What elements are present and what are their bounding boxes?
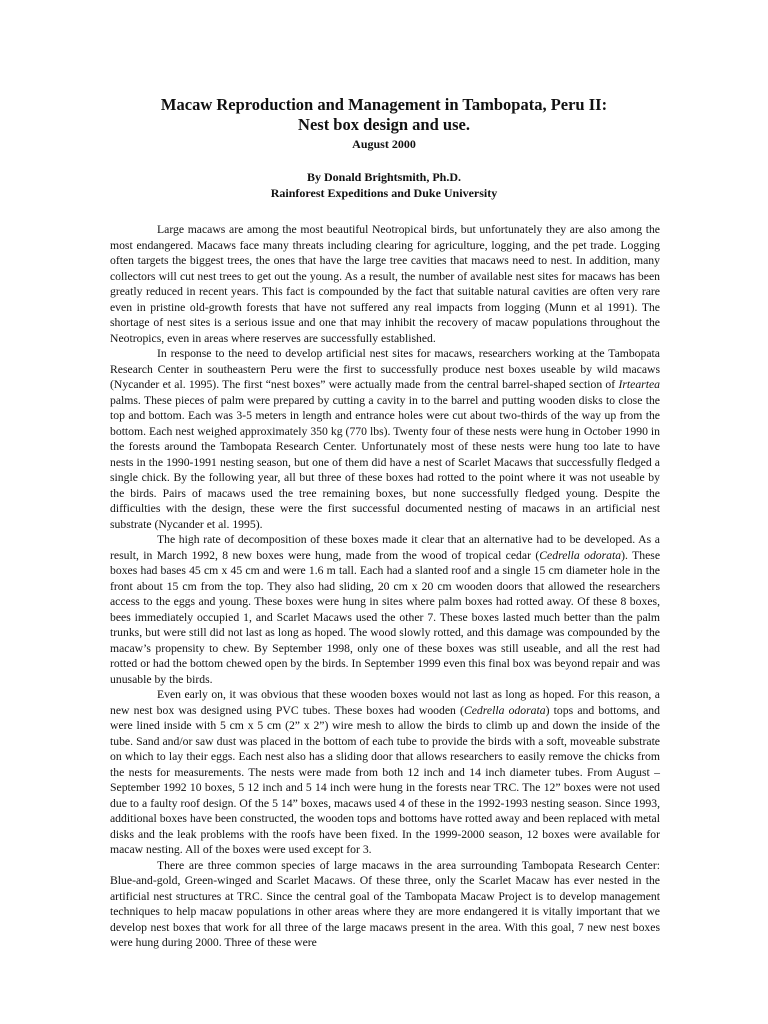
document-header bbox=[90, 95, 678, 201]
paragraph-4-text-a: Even early on, it was obvious that these wooden boxes would not last as long as hoped. For this reason, a new nest box was designed using PVC tubes. These boxes had wooden ( bbox=[110, 688, 660, 717]
byline bbox=[90, 169, 678, 201]
paragraph-3-text-b: ). These boxes had bases 45 cm x 45 cm and were 1.6 m tall. Each had a slanted roof and a single 15 cm diameter hole in the front about 15 cm from the top. They also had sliding, 20 cm x 20 cm wooden doors that allowed the researchers access to the eggs and young. These boxes were hung in sites where palm boxes had rotted away. Of these 8 boxes, bees immediately occupied 1, and Scarlet Macaws used the other 7. These boxes lasted much better than the palm trunks, but were still did not last as long as hoped. The wood slowly rotted, and this damage was compounded by the macaw’s propensity to chew. By September 1998, only one of these boxes was still useable, and all the rest had rotted or had the bottom chewed open by the birds. In September 1999 even this final box was beyond repair and was unusable by the birds. bbox=[110, 548, 661, 686]
species-name: Cedrella odorata bbox=[539, 548, 622, 562]
document-title bbox=[90, 95, 678, 135]
author: By Donald Brightsmith, Ph.D. bbox=[306, 170, 462, 184]
paragraph-2 bbox=[110, 346, 660, 532]
paragraph-1: Large macaws are among the most beautiful Neotropical birds, but unfortunately they are also among the most endangered. Macaws face many threats including clearing for agriculture, logging, and the pet trade. Logging often targets the biggest trees, the ones that have the large tree cavities that macaws need to nest. In addition, many collectors will cut nest trees to get out the young. As a result, the number of available nest sites for macaws has been greatly reduced in recent years. This fact is compounded by the fact that suitable natural cavities are often very rare even in pristine old-growth forests that have not suffered any real impacts from logging (Munn et al 1991). The shortage of nest sites is a serious issue and one that may inhibit the recovery of macaw populations throughout the Neotropics, even in areas where reserves are successfully established. bbox=[110, 223, 660, 345]
paragraph-3-text-a: The high rate of decomposition of these boxes made it clear that an alternative had to be developed. As a result, in March 1992, 8 new boxes were hung, made from the wood of tropical cedar ( bbox=[110, 533, 660, 562]
paragraph-4 bbox=[110, 687, 660, 858]
paragraph-5: There are three common species of large macaws in the area surrounding Tambopata Research Center: Blue-and-gold, Green-winged and Scarlet Macaws. Of these three, only the Scarlet Macaw has ever nested in the artificial nest structures at TRC. Since the central goal of the Tambopata Macaw Project is to develop management techniques to help macaw populations in other areas where they are more endangered it is vitally important that we develop nest boxes that work for all three of the large macaws present in the area. With this goal, 7 new nest boxes were hung during 2000. Three of these were bbox=[110, 858, 660, 949]
publication-date: August 2000 bbox=[352, 137, 416, 151]
species-name: Cedrella odorata bbox=[463, 703, 546, 717]
paragraph-3 bbox=[110, 532, 660, 687]
document-body bbox=[110, 222, 660, 951]
affiliation: Rainforest Expeditions and Duke University bbox=[270, 186, 498, 200]
paragraph-4-text-b: ) tops and bottoms, and were lined inside with 5 cm x 5 cm (2” x 2”) wire mesh to allow the birds to climb up and down the inside of the tube. Sand and/or saw dust was placed in the bottom of each tube to provide the birds with a soft, moveable substrate on which to lay their eggs. Each nest also has a sliding door that allows researchers to easily remove the chicks from the nests for measurements. The nests were made from both 12 inch and 14 inch diameter tubes. From August – September 1992 10 boxes, 5 12 inch and 5 14 inch were hung in the forests near TRC. The 12” boxes were not used due to a faulty roof design. Of the 5 14” boxes, macaws used 4 of these in the 1992-1993 nesting season. Since 1993, additional boxes have been constructed, the wooden tops and bottoms have rotted away and been replaced with metal disks and the leak problems with the roofs have been fixed. In the 1999-2000 season, 12 boxes were available for macaw nesting. All of the boxes were used except for 3. bbox=[110, 703, 660, 856]
title-line-2: Nest box design and use. bbox=[298, 115, 470, 134]
paragraph-2-text-b: palms. These pieces of palm were prepared by cutting a cavity in to the barrel and putting wooden disks to close the top and bottom. Each was 3-5 meters in length and entrance holes were cut about two-thirds of the way up from the bottom. Each nest weighed approximately 350 kg (770 lbs). Twenty four of these nests were hung in October 1990 in the forests around the Tambopata Research Center. Unfortunately most of these nests were hung too late to have nests in the 1990-1991 nesting season, but one of them did have a nest of Scarlet Macaws that successfully fledged a single chick. By the following year, all but three of these boxes had rotted to the point where it was not useable by the birds. Pairs of macaws used the tree remaining boxes, but none successfully fledged young. Despite the difficulties with the design, these were the first successful documented nesting of macaws in an artificial nest substrate (Nycander et al. 1995). bbox=[110, 393, 660, 531]
title-line-1: Macaw Reproduction and Management in Tambopata, Peru II: bbox=[160, 95, 608, 114]
paragraph-2-text-a: In response to the need to develop artificial nest sites for macaws, researchers working at the Tambopata Research Center in southeastern Peru were the first to successfully produce nest boxes useable by wild macaws (Nycander et al. 1995). The first “nest boxes” were actually made from the central barrel-shaped section of bbox=[110, 347, 660, 391]
species-name: Irteartea bbox=[618, 378, 660, 391]
